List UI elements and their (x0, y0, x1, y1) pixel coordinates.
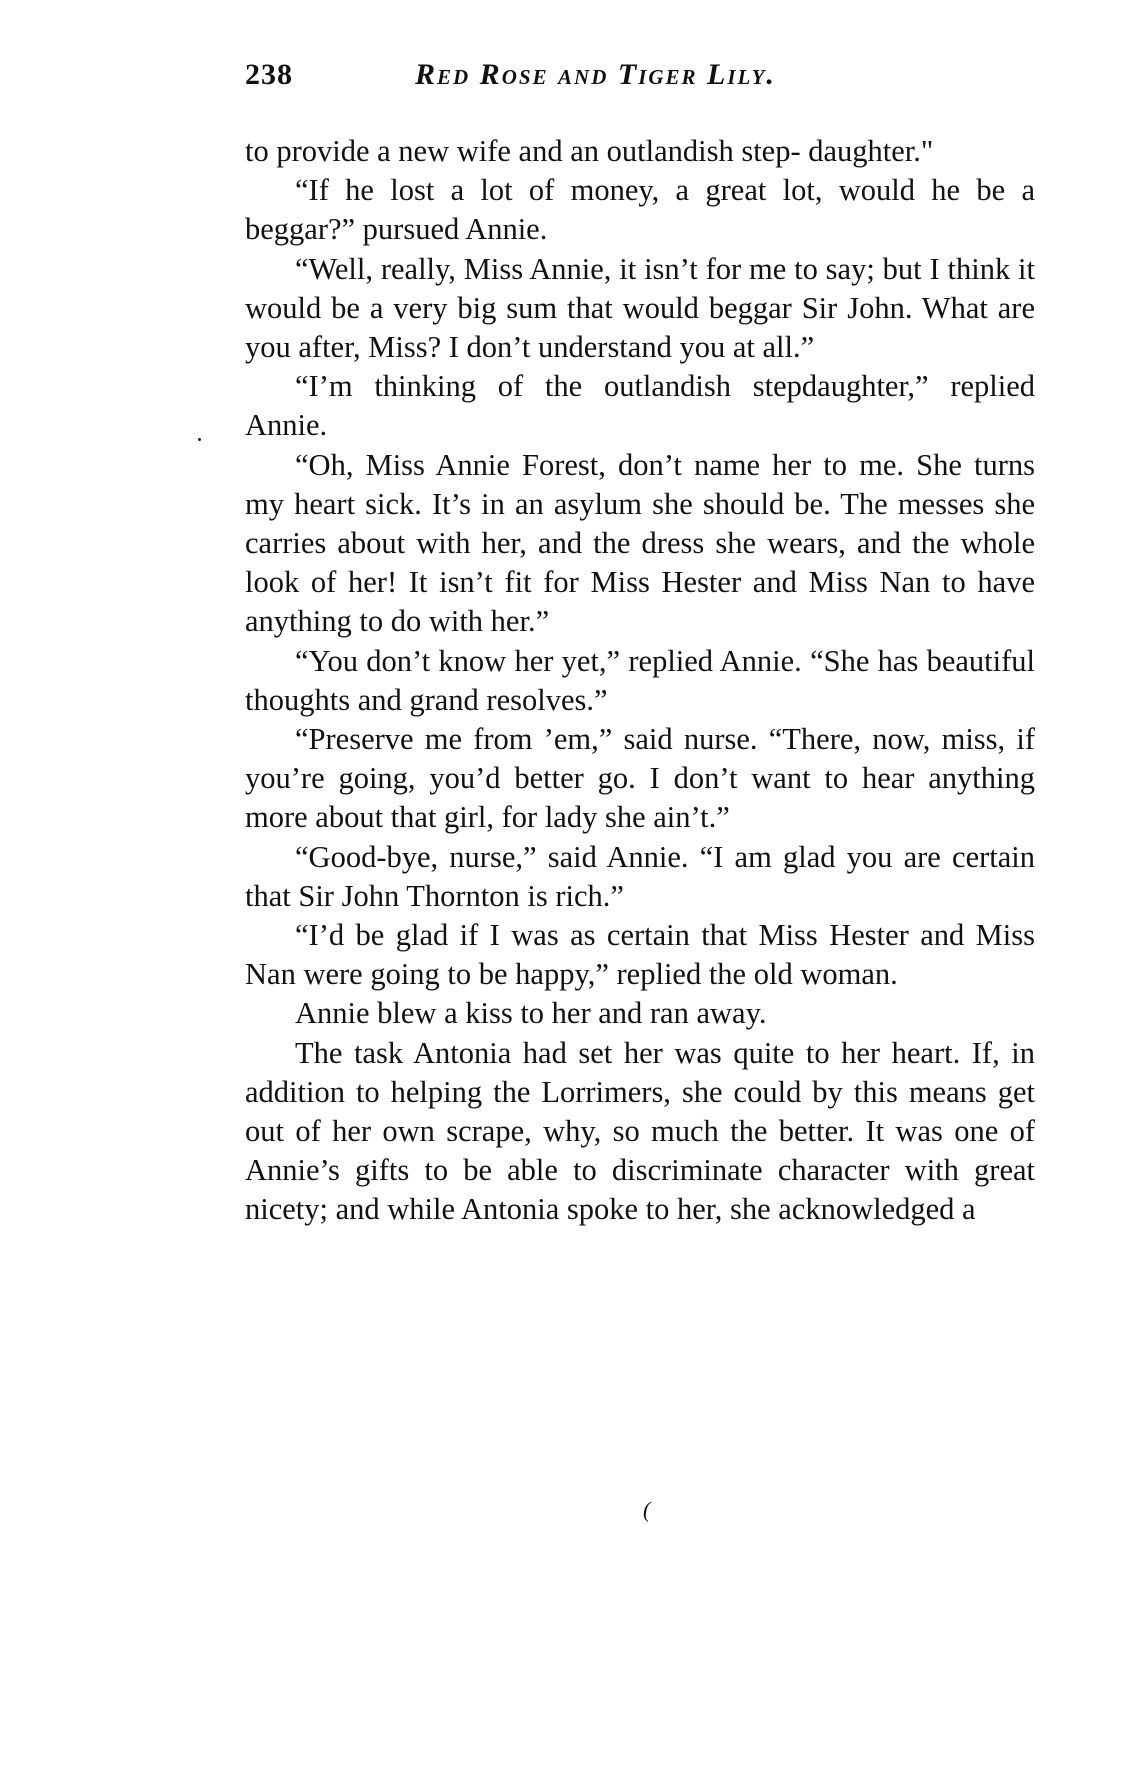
paragraph: “If he lost a lot of money, a great lot, would he be a beggar?” pursued Annie. (245, 173, 1035, 247)
paragraph: “Oh, Miss Annie Forest, don’t name her to me. She turns my heart sick. It’s in an asylum she should be. The messes she carries about with her, and the dress she wears, and the whole look of her! It isn’t fit for Miss Hester and Miss Nan to have anything to do with her.” (245, 447, 1035, 639)
paragraph: to provide a new wife and an outlandish step- daughter." (245, 134, 934, 168)
paragraph: “Well, really, Miss Annie, it isn’t for me to say; but I think it would be a very big sum that would beggar Sir John. What are you after, Miss? I don’t understand you at all.” (245, 251, 1035, 365)
paragraph: “I’d be glad if I was as certain that Miss Hester and Miss Nan were going to be happy,” replied the old woman. (245, 918, 1035, 992)
paragraph: “Preserve me from ’em,” said nurse. “There, now, miss, if you’re going, you’d better go. I don’t want to hear anything more about that girl, for lady she ain’t.” (245, 722, 1035, 835)
signature-mark: ( (643, 1497, 651, 1522)
body-text (245, 132, 1035, 1230)
paragraph: The task Antonia had set her was quite to her heart. If, in addition to helping the Lorrimers, she could by this means get out of her own scrape, why, so much the better. It was one of Annie’s gifts to be able to discriminate character with great nicety; and while Antonia spoke to her, she acknowledged a (245, 1035, 1035, 1227)
page-header (245, 58, 1035, 108)
paragraph: “You don’t know her yet,” replied Annie. “She has beautiful thoughts and grand resolves.” (245, 643, 1035, 717)
running-title: Red Rose and Tiger Lily. (415, 58, 776, 91)
paragraph: “I’m thinking of the outlandish stepdaughter,” replied Annie. (245, 369, 1035, 443)
paragraph: Annie blew a kiss to her and ran away. (295, 996, 767, 1031)
paragraph: “Good-bye, nurse,” said Annie. “I am glad you are certain that Sir John Thornton is rich.” (245, 839, 1035, 913)
stray-ink-dot (198, 438, 201, 441)
page-number: 238 (245, 58, 293, 91)
